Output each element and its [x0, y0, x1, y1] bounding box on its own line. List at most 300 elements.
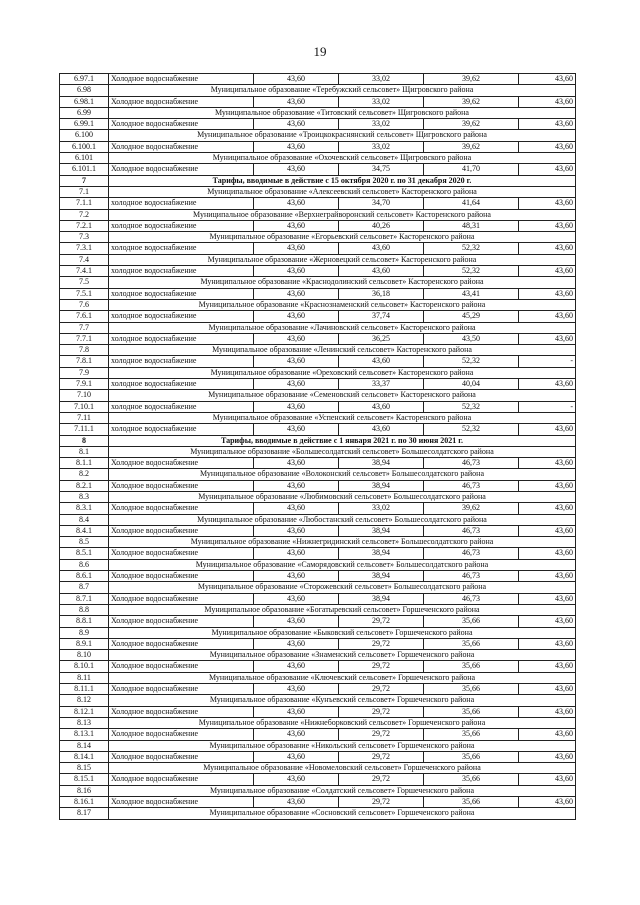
municipality-name: Муниципальное образование «Ореховский сельсовет» Касторенского района	[109, 367, 576, 378]
municipality-name: Муниципальное образование «Волоконский сельсовет» Большесолдатского района	[109, 469, 576, 480]
row-number: 8.13.1	[60, 729, 109, 740]
tariff-value: 34,75	[339, 164, 424, 175]
tariff-value: 33,02	[339, 503, 424, 514]
service-name: Холодное водоснабжение	[109, 571, 254, 582]
tariff-value: 39,62	[424, 503, 519, 514]
tariff-value: 38,94	[339, 525, 424, 536]
tariff-value: 35,66	[424, 616, 519, 627]
tariff-value: 43,60	[519, 706, 576, 717]
service-name: Холодное водоснабжение	[109, 706, 254, 717]
service-name: холодное водоснабжение	[109, 333, 254, 344]
municipality-row	[60, 695, 576, 706]
row-number: 8.6.1	[60, 571, 109, 582]
tariff-row	[60, 198, 576, 209]
municipality-name: Муниципальное образование «Кунъевский сельсовет» Горшеченского района	[109, 695, 576, 706]
service-name: Холодное водоснабжение	[109, 480, 254, 491]
tariff-value: -	[519, 401, 576, 412]
municipality-row	[60, 582, 576, 593]
tariff-value: 39,62	[424, 119, 519, 130]
tariff-value: 29,72	[339, 751, 424, 762]
municipality-name: Муниципальное образование «Нижнеборковский сельсовет» Горшеченского района	[109, 717, 576, 728]
tariff-value: 43,60	[254, 571, 339, 582]
tariff-value: 43,60	[519, 797, 576, 808]
municipality-row	[60, 763, 576, 774]
service-name: Холодное водоснабжение	[109, 548, 254, 559]
row-number: 7.8	[60, 345, 109, 356]
row-number: 7.5.1	[60, 288, 109, 299]
service-name: Холодное водоснабжение	[109, 616, 254, 627]
tariff-row	[60, 401, 576, 412]
municipality-name: Муниципальное образование «Ленинский сельсовет» Касторенского района	[109, 345, 576, 356]
service-name: Холодное водоснабжение	[109, 119, 254, 130]
tariff-value: 29,72	[339, 661, 424, 672]
tariff-value: 43,60	[339, 401, 424, 412]
tariff-value: 43,60	[254, 593, 339, 604]
municipality-name: Муниципальное образование «Успенский сельсовет» Касторенского района	[109, 412, 576, 423]
municipality-row	[60, 186, 576, 197]
municipality-row	[60, 232, 576, 243]
tariff-value: 43,60	[254, 288, 339, 299]
row-number: 8.5	[60, 537, 109, 548]
row-number: 8.3.1	[60, 503, 109, 514]
tariff-value: 43,60	[254, 74, 339, 85]
row-number: 8.14.1	[60, 751, 109, 762]
municipality-name: Муниципальное образование «Ключевский сельсовет» Горшеченского района	[109, 672, 576, 683]
tariff-value: 43,60	[254, 751, 339, 762]
municipality-name: Муниципальное образование «Верхнеграйворонский сельсовет» Касторенского района	[109, 209, 576, 220]
tariff-row	[60, 74, 576, 85]
tariff-value: 43,60	[254, 729, 339, 740]
municipality-row	[60, 254, 576, 265]
service-name: холодное водоснабжение	[109, 198, 254, 209]
tariff-table-body	[60, 74, 576, 820]
tariff-value: 43,60	[254, 401, 339, 412]
tariff-value: 43,60	[519, 333, 576, 344]
row-number: 7.6	[60, 299, 109, 310]
row-number: 8	[60, 435, 109, 446]
row-number: 7.4	[60, 254, 109, 265]
municipality-row	[60, 559, 576, 570]
service-name: Холодное водоснабжение	[109, 96, 254, 107]
tariff-value: 46,73	[424, 571, 519, 582]
tariff-row	[60, 706, 576, 717]
tariff-value: 35,66	[424, 729, 519, 740]
row-number: 8.12.1	[60, 706, 109, 717]
tariff-value: 43,60	[519, 684, 576, 695]
tariff-row	[60, 638, 576, 649]
tariff-value: 43,60	[254, 797, 339, 808]
municipality-name: Муниципальное образование «Семеновский сельсовет» Касторенского района	[109, 390, 576, 401]
tariff-value: 38,94	[339, 548, 424, 559]
tariff-value: 46,73	[424, 548, 519, 559]
municipality-name: Муниципальное образование «Нижнегридинский сельсовет» Большесолдатского района	[109, 537, 576, 548]
municipality-name: Муниципальное образование «Быковский сельсовет» Горшеченского района	[109, 627, 576, 638]
municipality-name: Муниципальное образование «Егорьевский сельсовет» Касторенского района	[109, 232, 576, 243]
tariff-value: 43,60	[254, 503, 339, 514]
tariff-value: 43,60	[339, 243, 424, 254]
tariff-row	[60, 141, 576, 152]
tariff-row	[60, 96, 576, 107]
row-number: 8.2.1	[60, 480, 109, 491]
tariff-value: 33,02	[339, 96, 424, 107]
tariff-value: 36,18	[339, 288, 424, 299]
tariff-value: 43,60	[254, 706, 339, 717]
tariff-row	[60, 333, 576, 344]
tariff-value: 29,72	[339, 797, 424, 808]
tariff-value: 43,60	[519, 141, 576, 152]
tariff-table	[59, 73, 576, 820]
tariff-value: 43,60	[519, 288, 576, 299]
row-number: 8.15.1	[60, 774, 109, 785]
row-number: 6.98	[60, 85, 109, 96]
service-name: Холодное водоснабжение	[109, 74, 254, 85]
tariff-value: 43,60	[254, 424, 339, 435]
tariff-value: 43,50	[424, 333, 519, 344]
tariff-value: 29,72	[339, 774, 424, 785]
tariff-row	[60, 503, 576, 514]
municipality-row	[60, 299, 576, 310]
tariff-value: 35,66	[424, 774, 519, 785]
tariff-value: 43,60	[519, 119, 576, 130]
row-number: 6.100	[60, 130, 109, 141]
tariff-value: 52,32	[424, 401, 519, 412]
municipality-row	[60, 446, 576, 457]
tariff-value: 29,72	[339, 638, 424, 649]
row-number: 8.7.1	[60, 593, 109, 604]
row-number: 8.10	[60, 650, 109, 661]
service-name: Холодное водоснабжение	[109, 458, 254, 469]
service-name: Холодное водоснабжение	[109, 525, 254, 536]
tariff-value: 43,60	[254, 220, 339, 231]
service-name: Холодное водоснабжение	[109, 797, 254, 808]
service-name: холодное водоснабжение	[109, 424, 254, 435]
municipality-name: Муниципальное образование «Солдатский сельсовет» Горшеченского района	[109, 785, 576, 796]
tariff-value: 43,60	[519, 480, 576, 491]
service-name: холодное водоснабжение	[109, 266, 254, 277]
tariff-value: 35,66	[424, 751, 519, 762]
tariff-value: 43,60	[519, 96, 576, 107]
tariff-value: 43,60	[254, 311, 339, 322]
tariff-value: 43,60	[519, 458, 576, 469]
tariff-value: 43,60	[254, 616, 339, 627]
municipality-name: Муниципальное образование «Большесолдатский сельсовет» Большесолдатского района	[109, 446, 576, 457]
row-number: 8.17	[60, 808, 109, 819]
municipality-row	[60, 514, 576, 525]
tariff-value: 43,60	[254, 96, 339, 107]
tariff-value: 29,72	[339, 684, 424, 695]
tariff-row	[60, 751, 576, 762]
tariff-value: 38,94	[339, 458, 424, 469]
municipality-name: Муниципальное образование «Краснодолинский сельсовет» Касторенского района	[109, 277, 576, 288]
row-number: 7.5	[60, 277, 109, 288]
tariff-row	[60, 119, 576, 130]
tariff-value: 38,94	[339, 571, 424, 582]
tariff-value: 52,32	[424, 266, 519, 277]
municipality-row	[60, 537, 576, 548]
municipality-row	[60, 390, 576, 401]
tariff-value: 43,60	[339, 266, 424, 277]
municipality-name: Муниципальное образование «Лачиновский сельсовет» Касторенского района	[109, 322, 576, 333]
tariff-value: 43,41	[424, 288, 519, 299]
municipality-name: Муниципальное образование «Саморядовский сельсовет» Большесолдатского района	[109, 559, 576, 570]
page-number: 19	[313, 44, 327, 59]
service-name: холодное водоснабжение	[109, 356, 254, 367]
tariff-value: 43,60	[254, 356, 339, 367]
row-number: 8.8	[60, 604, 109, 615]
tariff-row	[60, 311, 576, 322]
tariff-value: 43,60	[519, 525, 576, 536]
municipality-name: Муниципальное образование «Любостанский сельсовет» Большесолдатского района	[109, 514, 576, 525]
tariff-row	[60, 164, 576, 175]
tariff-value: 52,32	[424, 424, 519, 435]
tariff-value: 34,70	[339, 198, 424, 209]
tariff-value: 43,60	[339, 356, 424, 367]
row-number: 8.3	[60, 491, 109, 502]
municipality-row	[60, 650, 576, 661]
municipality-row	[60, 717, 576, 728]
tariff-value: 39,62	[424, 74, 519, 85]
service-name: холодное водоснабжение	[109, 243, 254, 254]
tariff-value: 43,60	[519, 266, 576, 277]
service-name: Холодное водоснабжение	[109, 751, 254, 762]
tariff-value: 41,70	[424, 164, 519, 175]
tariff-value: 43,60	[519, 751, 576, 762]
row-number: 7.6.1	[60, 311, 109, 322]
tariff-row	[60, 243, 576, 254]
tariff-value: 43,60	[254, 164, 339, 175]
row-number: 7.7.1	[60, 333, 109, 344]
municipality-name: Муниципальное образование «Сосновский сельсовет» Горшеченского района	[109, 808, 576, 819]
section-header-row	[60, 175, 576, 186]
tariff-value: 41,64	[424, 198, 519, 209]
tariff-row	[60, 288, 576, 299]
tariff-value: 33,02	[339, 74, 424, 85]
service-name: Холодное водоснабжение	[109, 141, 254, 152]
tariff-value: 46,73	[424, 525, 519, 536]
tariff-value: 39,62	[424, 141, 519, 152]
tariff-value: 35,66	[424, 638, 519, 649]
municipality-name: Муниципальное образование «Любимовский сельсовет» Большесолдатского района	[109, 491, 576, 502]
tariff-value: 43,60	[519, 74, 576, 85]
row-number: 6.99.1	[60, 119, 109, 130]
row-number: 8.10.1	[60, 661, 109, 672]
row-number: 8.2	[60, 469, 109, 480]
section-header-row	[60, 435, 576, 446]
tariff-value: 46,73	[424, 593, 519, 604]
municipality-name: Муниципальное образование «Никольский сельсовет» Горшеченского района	[109, 740, 576, 751]
municipality-row	[60, 740, 576, 751]
row-number: 7.7	[60, 322, 109, 333]
municipality-row	[60, 209, 576, 220]
tariff-value: 43,60	[519, 164, 576, 175]
tariff-value: 43,60	[519, 729, 576, 740]
tariff-value: 36,25	[339, 333, 424, 344]
municipality-row	[60, 322, 576, 333]
tariff-value: 37,74	[339, 311, 424, 322]
section-title: Тарифы, вводимые в действие с 1 января 2021 г. по 30 июня 2021 г.	[109, 435, 576, 446]
tariff-value: 43,60	[254, 774, 339, 785]
tariff-row	[60, 379, 576, 390]
row-number: 7.10.1	[60, 401, 109, 412]
tariff-row	[60, 356, 576, 367]
service-name: Холодное водоснабжение	[109, 593, 254, 604]
tariff-row	[60, 571, 576, 582]
municipality-name: Муниципальное образование «Троицкокраснянский сельсовет» Щигровского района	[109, 130, 576, 141]
tariff-value: 43,60	[254, 458, 339, 469]
service-name: Холодное водоснабжение	[109, 638, 254, 649]
tariff-value: 45,29	[424, 311, 519, 322]
service-name: холодное водоснабжение	[109, 311, 254, 322]
tariff-value: 29,72	[339, 729, 424, 740]
tariff-value: 43,60	[519, 198, 576, 209]
municipality-row	[60, 345, 576, 356]
tariff-row	[60, 458, 576, 469]
row-number: 8.4	[60, 514, 109, 525]
row-number: 6.101	[60, 153, 109, 164]
row-number: 8.16	[60, 785, 109, 796]
row-number: 8.6	[60, 559, 109, 570]
municipality-name: Муниципальное образование «Алексеевский сельсовет» Касторенского района	[109, 186, 576, 197]
tariff-value: 43,60	[519, 311, 576, 322]
tariff-value: 43,60	[254, 198, 339, 209]
tariff-value: 43,60	[519, 503, 576, 514]
service-name: холодное водоснабжение	[109, 379, 254, 390]
row-number: 8.11	[60, 672, 109, 683]
tariff-value: 52,32	[424, 356, 519, 367]
tariff-value: 43,60	[254, 638, 339, 649]
row-number: 8.5.1	[60, 548, 109, 559]
tariff-value: 35,66	[424, 797, 519, 808]
row-number: 8.16.1	[60, 797, 109, 808]
tariff-value: 43,60	[519, 616, 576, 627]
service-name: Холодное водоснабжение	[109, 684, 254, 695]
tariff-value: 43,60	[519, 593, 576, 604]
tariff-value: 43,60	[254, 141, 339, 152]
row-number: 7.1	[60, 186, 109, 197]
municipality-row	[60, 412, 576, 423]
municipality-row	[60, 367, 576, 378]
municipality-row	[60, 277, 576, 288]
row-number: 7.9.1	[60, 379, 109, 390]
tariff-value: 33,37	[339, 379, 424, 390]
service-name: Холодное водоснабжение	[109, 164, 254, 175]
row-number: 7.2.1	[60, 220, 109, 231]
municipality-row	[60, 627, 576, 638]
tariff-value: 43,60	[519, 638, 576, 649]
service-name: Холодное водоснабжение	[109, 661, 254, 672]
municipality-name: Муниципальное образование «Новомеловский сельсовет» Горшеченского района	[109, 763, 576, 774]
service-name: Холодное водоснабжение	[109, 774, 254, 785]
tariff-row	[60, 480, 576, 491]
tariff-value: 38,94	[339, 593, 424, 604]
tariff-row	[60, 661, 576, 672]
municipality-name: Муниципальное образование «Жерновецкий сельсовет» Касторенского района	[109, 254, 576, 265]
row-number: 8.4.1	[60, 525, 109, 536]
row-number: 7.3	[60, 232, 109, 243]
tariff-value: 43,60	[254, 525, 339, 536]
row-number: 7.9	[60, 367, 109, 378]
municipality-row	[60, 672, 576, 683]
row-number: 7.1.1	[60, 198, 109, 209]
tariff-value: 33,02	[339, 141, 424, 152]
tariff-value: 43,60	[254, 243, 339, 254]
row-number: 8.9	[60, 627, 109, 638]
tariff-value: 33,02	[339, 119, 424, 130]
municipality-row	[60, 469, 576, 480]
tariff-value: 39,62	[424, 96, 519, 107]
tariff-value: 43,60	[519, 220, 576, 231]
row-number: 6.101.1	[60, 164, 109, 175]
row-number: 6.98.1	[60, 96, 109, 107]
tariff-value: 35,66	[424, 661, 519, 672]
municipality-name: Муниципальное образование «Титовский сельсовет» Щигровского района	[109, 107, 576, 118]
tariff-row	[60, 774, 576, 785]
row-number: 8.11.1	[60, 684, 109, 695]
municipality-name: Муниципальное образование «Краснознаменский сельсовет» Касторенского района	[109, 299, 576, 310]
tariff-row	[60, 266, 576, 277]
municipality-row	[60, 107, 576, 118]
section-title: Тарифы, вводимые в действие с 15 октября 2020 г. по 31 декабря 2020 г.	[109, 175, 576, 186]
tariff-value: 43,60	[254, 684, 339, 695]
tariff-row	[60, 220, 576, 231]
row-number: 6.100.1	[60, 141, 109, 152]
tariff-value: 29,72	[339, 616, 424, 627]
tariff-value: 40,26	[339, 220, 424, 231]
tariff-value: 43,60	[254, 333, 339, 344]
tariff-row	[60, 525, 576, 536]
row-number: 7.8.1	[60, 356, 109, 367]
tariff-value: -	[519, 356, 576, 367]
tariff-value: 35,66	[424, 684, 519, 695]
municipality-row	[60, 85, 576, 96]
row-number: 8.12	[60, 695, 109, 706]
tariff-value: 43,60	[519, 661, 576, 672]
tariff-value: 43,60	[519, 548, 576, 559]
tariff-value: 40,04	[424, 379, 519, 390]
tariff-value: 43,60	[519, 774, 576, 785]
tariff-row	[60, 593, 576, 604]
row-number: 6.99	[60, 107, 109, 118]
municipality-name: Муниципальное образование «Богатыревский сельсовет» Горшеченского района	[109, 604, 576, 615]
tariff-value: 43,60	[254, 548, 339, 559]
tariff-value: 43,60	[254, 119, 339, 130]
municipality-row	[60, 808, 576, 819]
row-number: 7.3.1	[60, 243, 109, 254]
row-number: 8.1	[60, 446, 109, 457]
municipality-name: Муниципальное образование «Сторожевский сельсовет» Большесолдатского района	[109, 582, 576, 593]
row-number: 7	[60, 175, 109, 186]
row-number: 7.10	[60, 390, 109, 401]
row-number: 8.8.1	[60, 616, 109, 627]
tariff-row	[60, 548, 576, 559]
municipality-row	[60, 130, 576, 141]
tariff-value: 43,60	[254, 379, 339, 390]
service-name: Холодное водоснабжение	[109, 729, 254, 740]
tariff-value: 43,60	[519, 571, 576, 582]
row-number: 7.11	[60, 412, 109, 423]
row-number: 8.9.1	[60, 638, 109, 649]
tariff-value: 52,32	[424, 243, 519, 254]
tariff-row	[60, 797, 576, 808]
municipality-name: Муниципальное образование «Охочевский сельсовет» Щигровского района	[109, 153, 576, 164]
tariff-value: 43,60	[254, 266, 339, 277]
row-number: 8.15	[60, 763, 109, 774]
municipality-name: Муниципальное образование «Теребужский сельсовет» Щигровского района	[109, 85, 576, 96]
row-number: 6.97.1	[60, 74, 109, 85]
municipality-row	[60, 604, 576, 615]
tariff-row	[60, 616, 576, 627]
row-number: 8.7	[60, 582, 109, 593]
